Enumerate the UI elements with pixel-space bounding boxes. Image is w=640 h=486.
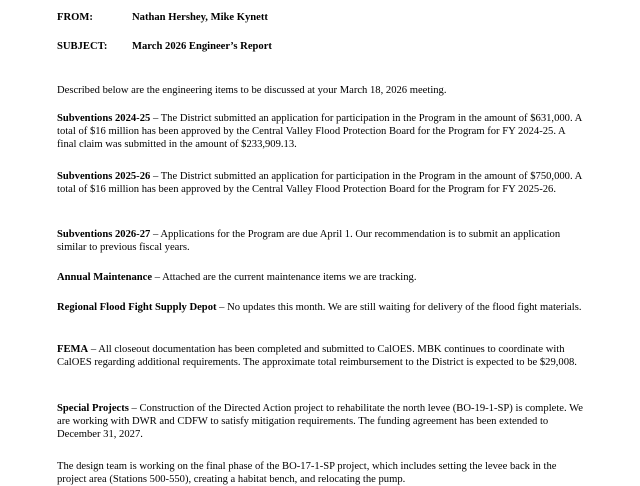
item-fema <box>57 343 585 369</box>
item-label: Special Projects <box>57 403 129 414</box>
item-text: – The District submitted an application for participation in the Program in the amount of $631,000. A total of $16 million has been approved by the Central Valley Flood Protection Board for the Program for FY 2024-25. A final claim was submitted in the amount of $233,909.13. <box>57 113 582 150</box>
item-label: Regional Flood Fight Supply Depot <box>57 302 217 313</box>
item-special-projects <box>57 402 585 441</box>
item-label: Annual Maintenance <box>57 272 153 283</box>
subject-value: March 2026 Engineer’s Report <box>132 41 272 52</box>
item-text: – Construction of the Directed Action project to rehabilitate the north levee (BO-19-1-SP) is complete. We are working with DWR and CDFW to satisfy mitigation requirements. The funding agreement has been extended to December 31, 2027. <box>57 403 583 440</box>
item-text: – Attached are the current maintenance items we are tracking. <box>152 272 417 283</box>
from-value: Nathan Hershey, Mike Kynett <box>132 12 268 23</box>
subject-label: SUBJECT: <box>57 41 108 52</box>
item-text: – Applications for the Program are due April 1. Our recommendation is to submit an application similar to previous fiscal years. <box>57 229 561 253</box>
closing-paragraph: The design team is working on the final phase of the BO-17-1-SP project, which includes setting the levee back in the project area (Stations 500-550), creating a habitat bench, and relocating the pump. <box>57 461 557 485</box>
item-subventions-2026-27 <box>57 228 585 254</box>
item-text: – The District submitted an application for participation in the Program in the amount of $750,000. A total of $16 million has been approved by the Central Valley Flood Protection Board for the Program for FY 2025-26. <box>57 171 582 195</box>
item-label: FEMA <box>57 344 89 355</box>
item-label: Subventions 2024-25 <box>57 113 151 124</box>
item-label: Subventions 2026-27 <box>57 229 151 240</box>
item-flood-fight-depot <box>57 301 585 314</box>
intro-paragraph: Described below are the engineering items to be discussed at your March 18, 2026 meeting. <box>57 85 447 96</box>
item-subventions-2025-26 <box>57 170 585 196</box>
item-text: – All closeout documentation has been completed and submitted to CalOES. MBK continues to coordinate with CalOES regarding additional requirements. The approximate total reimbursement to the District is expected to be $29,008. <box>57 344 577 368</box>
item-annual-maintenance <box>57 271 585 284</box>
item-subventions-2024-25 <box>57 112 585 151</box>
from-label: FROM: <box>57 12 93 23</box>
item-label: Subventions 2025-26 <box>57 171 151 182</box>
item-text: – No updates this month. We are still waiting for delivery of the flood fight materials. <box>216 302 582 313</box>
